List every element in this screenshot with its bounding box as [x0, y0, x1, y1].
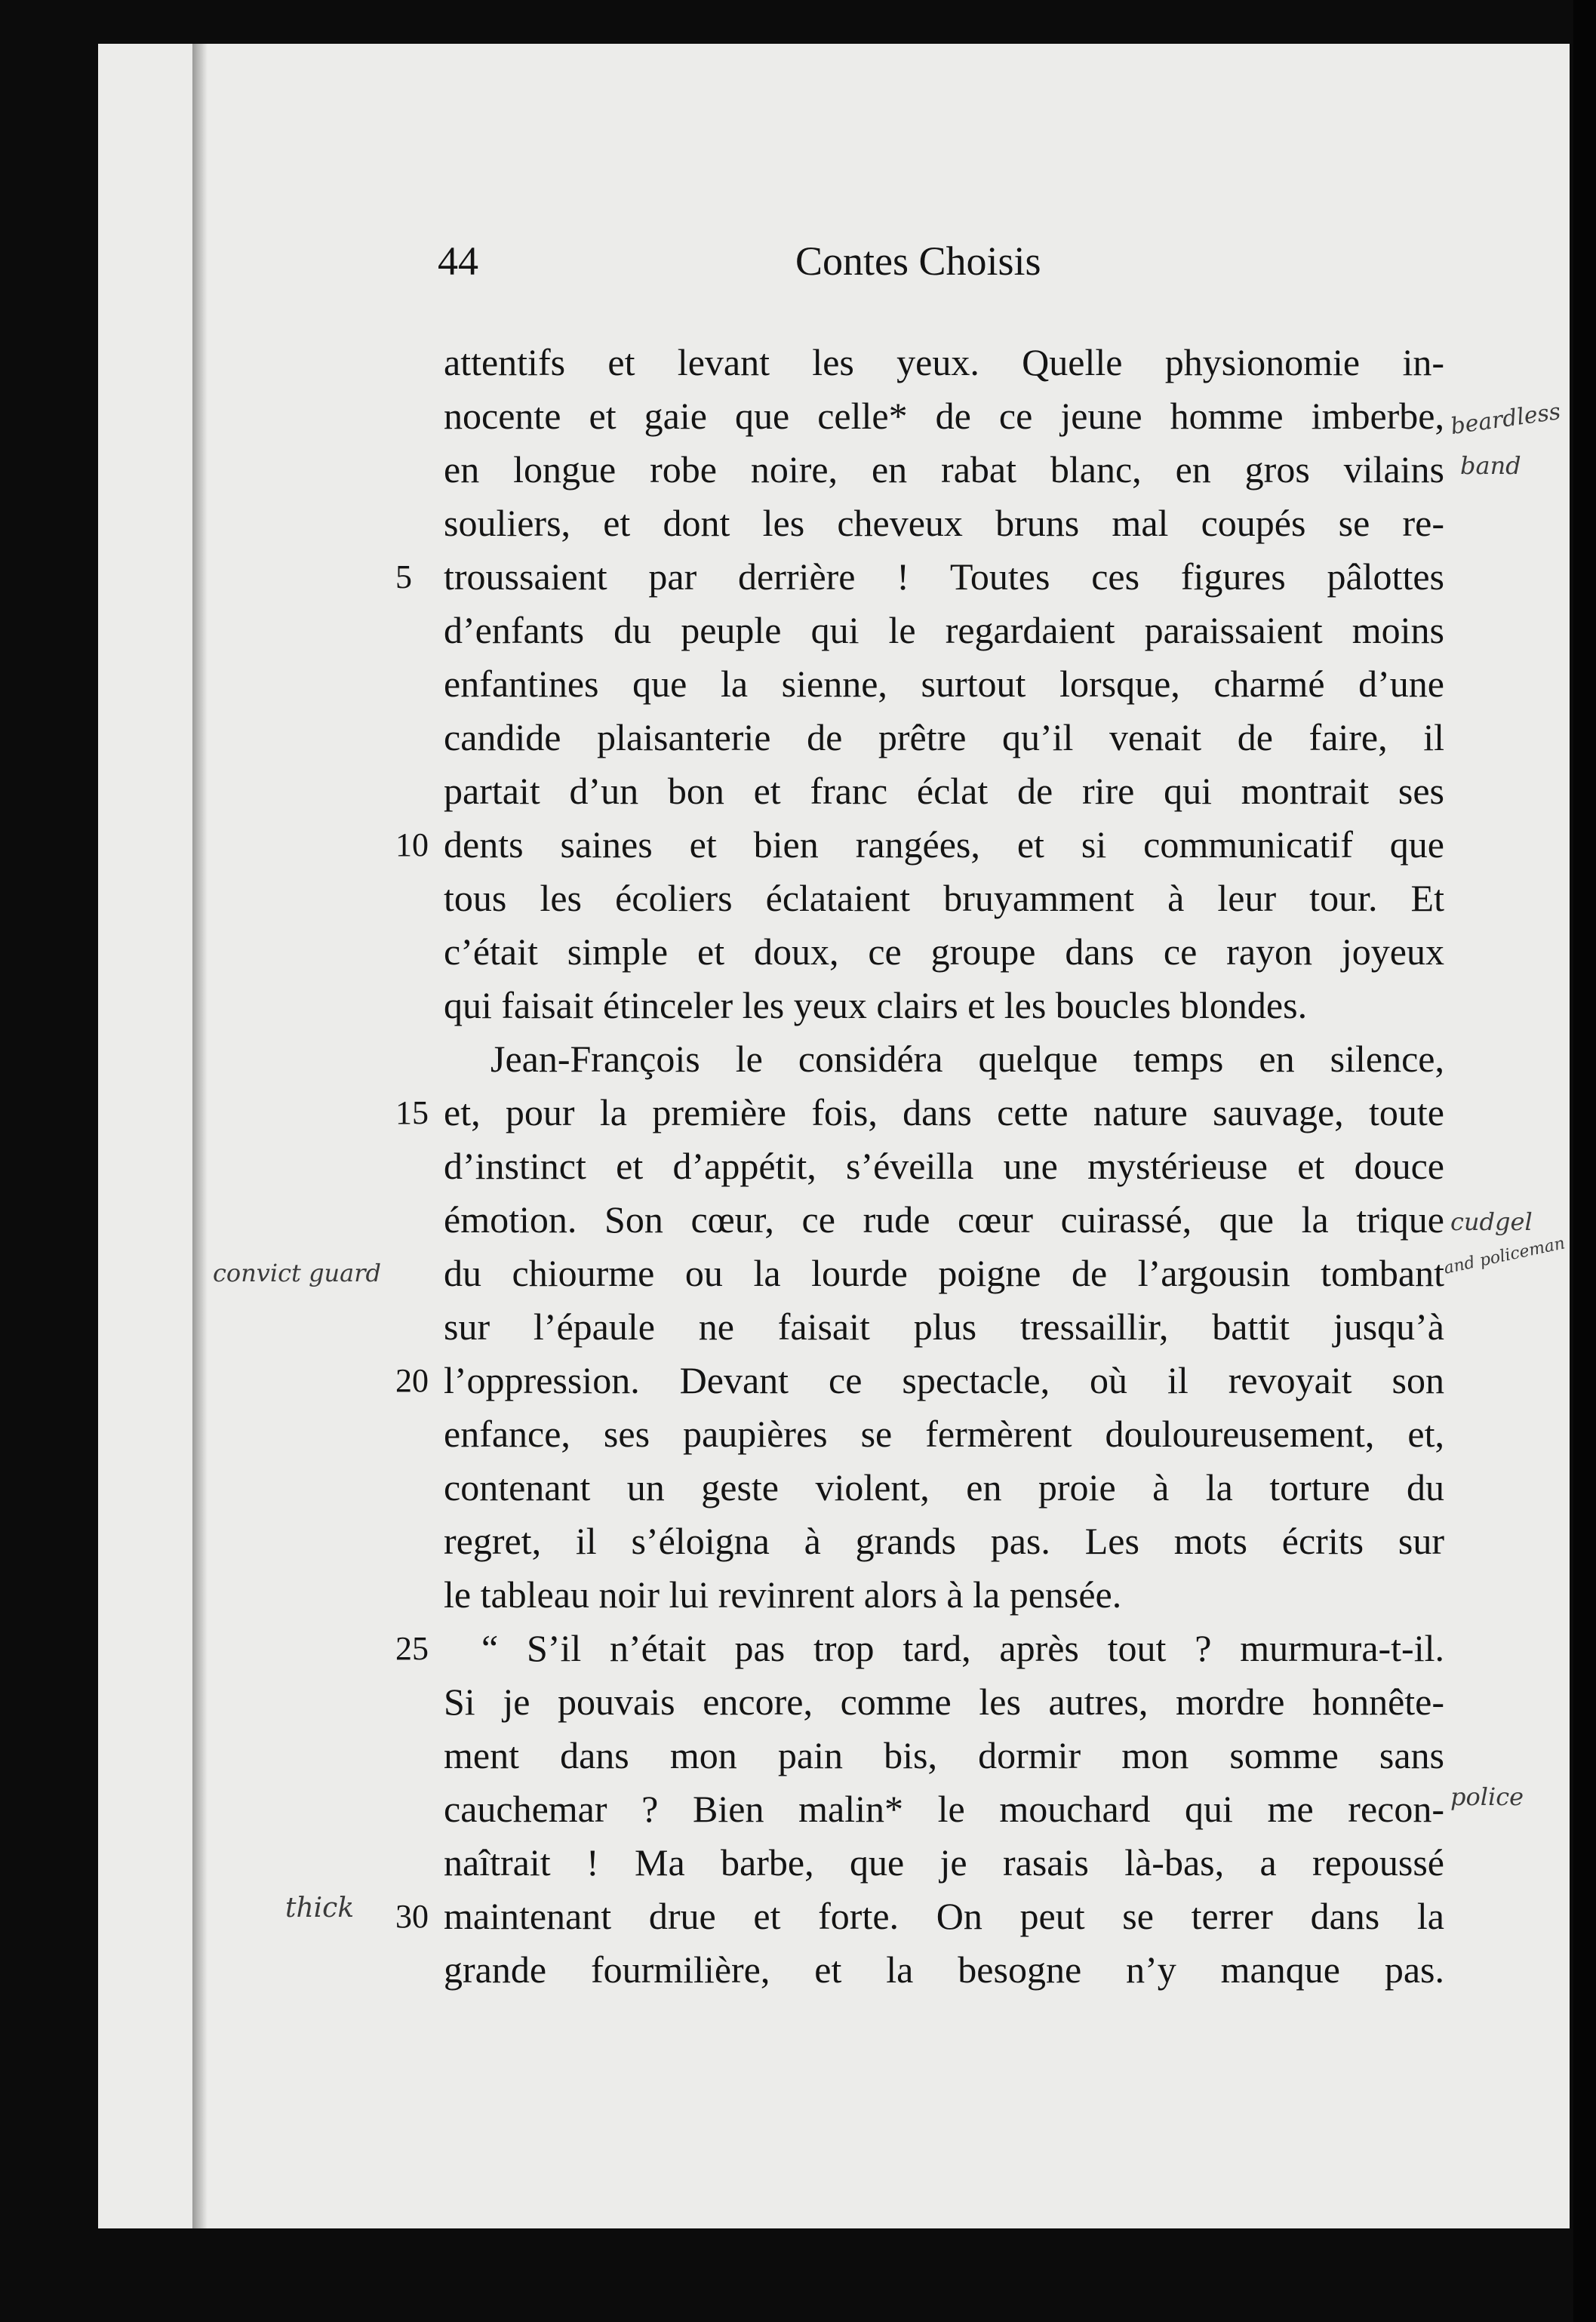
- line-number: 20: [395, 1362, 429, 1399]
- margin-note-beardless: beardless: [1449, 398, 1563, 441]
- text-line: souliers, et dont les cheveux bruns mal coupés se re-: [444, 502, 1444, 544]
- text-line: du chiourme ou la lourde poigne de l’argousin tombant: [444, 1252, 1444, 1294]
- margin-note-police: police: [1450, 1782, 1524, 1811]
- text-line: regret, il s’éloigna à grands pas. Les mots écrits sur: [444, 1520, 1444, 1562]
- running-title: Contes Choisis: [795, 238, 1041, 284]
- text-line: c’était simple et doux, ce groupe dans ce rayon joyeux: [444, 930, 1444, 973]
- text-line: contenant un geste violent, en proie à la torture du: [444, 1466, 1444, 1509]
- text-line: Jean-François le considéra quelque temps en silence,: [490, 1038, 1444, 1080]
- text-line: 30 maintenant drue et forte. On peut se terrer dans la: [444, 1890, 1444, 1943]
- margin-note-band: band: [1460, 451, 1521, 480]
- line-number: 10: [395, 826, 429, 863]
- text-line: ment dans mon pain bis, dormir mon somme sans: [444, 1734, 1444, 1776]
- margin-note-thick: thick: [285, 1893, 355, 1924]
- text-line: enfantines que la sienne, surtout lorsque, charmé d’une: [444, 663, 1444, 705]
- text-line: d’instinct et d’appétit, s’éveilla une mystérieuse et douce: [444, 1145, 1444, 1187]
- text-line: grande fourmilière, et la besogne n’y manque pas.: [444, 1948, 1444, 1991]
- text-line: attentifs et levant les yeux. Quelle physionomie in-: [444, 341, 1444, 383]
- text-line: d’enfants du peuple qui le regardaient paraissaient moins: [444, 609, 1444, 651]
- text-line: qui faisait étinceler les yeux clairs et les boucles blondes.: [444, 984, 1308, 1026]
- scan-border: [1573, 0, 1596, 2322]
- body-text: [395, 336, 1444, 1997]
- text-line: 20 l’oppression. Devant ce spectacle, où il revoyait son: [444, 1354, 1444, 1407]
- margin-note-cudgel: cudgel: [1450, 1207, 1533, 1236]
- page-header: [438, 238, 1449, 291]
- line-number: 30: [395, 1898, 429, 1935]
- text-line: Si je pouvais encore, comme les autres, mordre honnête-: [444, 1681, 1444, 1723]
- text-line: naîtrait ! Ma barbe, que je rasais là-bas, a repoussé: [444, 1841, 1444, 1884]
- margin-note-convict-guard: convict guard: [213, 1259, 382, 1287]
- text-line: 10 dents saines et bien rangées, et si communicatif que: [444, 818, 1444, 872]
- text-line: tous les écoliers éclataient bruyamment à leur tour. Et: [444, 877, 1444, 919]
- page-gutter-shadow: [192, 44, 208, 2228]
- line-number: 25: [395, 1630, 429, 1667]
- text-line: cauchemar ? Bien malin* le mouchard qui me recon-: [444, 1788, 1444, 1830]
- text-line: candide plaisanterie de prêtre qu’il venait de faire, il: [444, 716, 1444, 758]
- text-line: nocente et gaie que celle* de ce jeune homme imberbe,: [444, 395, 1444, 437]
- margin-note-and-policeman: and policeman: [1442, 1234, 1567, 1278]
- page-number: 44: [438, 238, 478, 284]
- text-line: 5 troussaient par derrière ! Toutes ces figures pâlottes: [444, 550, 1444, 604]
- text-line: enfance, ses paupières se fermèrent douloureusement, et,: [444, 1413, 1444, 1455]
- text-line: émotion. Son cœur, ce rude cœur cuirassé, que la trique: [444, 1198, 1444, 1241]
- text-line: 15 et, pour la première fois, dans cette nature sauvage, toute: [444, 1086, 1444, 1139]
- text-line: en longue robe noire, en rabat blanc, en gros vilains: [444, 448, 1444, 491]
- text-line: sur l’épaule ne faisait plus tressaillir, battit jusqu’à: [444, 1306, 1444, 1348]
- text-line: 25 “ S’il n’était pas trop tard, après tout ? murmura-t-il.: [444, 1622, 1444, 1675]
- line-number: 15: [395, 1094, 429, 1131]
- text-line: le tableau noir lui revinrent alors à la pensée.: [444, 1573, 1122, 1616]
- line-number: 5: [395, 558, 412, 595]
- text-line: partait d’un bon et franc éclat de rire qui montrait ses: [444, 770, 1444, 812]
